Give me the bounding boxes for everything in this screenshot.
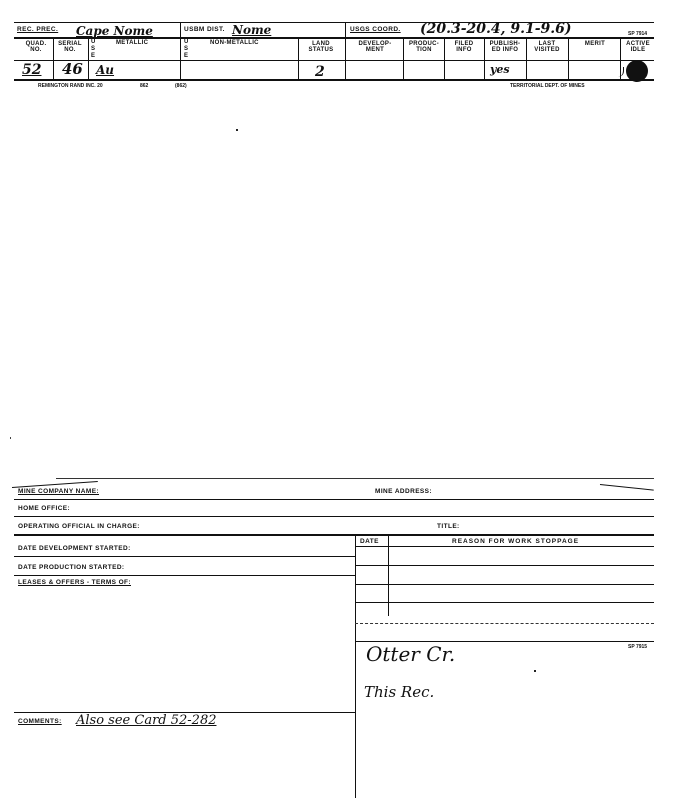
col-filed-info: FILED INFO: [454, 41, 474, 53]
date-col: DATE: [360, 538, 379, 545]
row-published-info: yes: [490, 63, 510, 76]
torn-edge-right: [600, 484, 654, 491]
col-use-nonmetallic: U S E: [184, 39, 189, 59]
comments-label: COMMENTS:: [18, 718, 62, 725]
reason-col: REASON FOR WORK STOPPAGE: [452, 538, 580, 545]
speck: [534, 670, 536, 672]
usbm-dist-label: USBM DIST.: [184, 26, 225, 33]
leases-label: LEASES & OFFERS - TERMS OF:: [18, 579, 131, 586]
col-land-status: LAND STATUS: [308, 41, 334, 53]
mine-address-label: MINE ADDRESS:: [375, 488, 432, 495]
row-land-status: 2: [315, 64, 325, 80]
col-merit: MERIT: [584, 41, 606, 47]
col-metallic: METALLIC: [116, 40, 149, 46]
active-mark: [617, 67, 624, 77]
stoppage-left-border: [355, 534, 356, 798]
form-code-top: SP 7914: [628, 31, 648, 37]
top-card-bottom: [14, 79, 654, 81]
torn-edge-left: [12, 481, 98, 488]
footer-left: REMINGTON RAND INC. 20: [38, 83, 103, 89]
date-dev-label: DATE DEVELOPMENT STARTED:: [18, 545, 131, 552]
col-development: DEVELOP- MENT: [358, 41, 392, 53]
usbm-dist-value: Nome: [232, 23, 272, 37]
speck: [10, 437, 11, 439]
col-last-visited: LAST VISITED: [534, 41, 560, 53]
date-prod-label: DATE PRODUCTION STARTED:: [18, 564, 125, 571]
usgs-coord-value: (20.3-20.4, 9.1-9.6): [420, 21, 572, 37]
mine-company-label: MINE COMPANY NAME:: [18, 488, 99, 495]
note-this-rec: This Rec.: [364, 683, 435, 701]
home-office-label: HOME OFFICE:: [18, 505, 71, 512]
col-nonmetallic: NON-METALLIC: [210, 40, 259, 46]
usgs-coord-label: USGS COORD.: [350, 26, 401, 33]
footer-right: TERRITORIAL DEPT. OF MINES: [510, 83, 585, 89]
col-quad-no: QUAD. NO.: [25, 41, 47, 53]
row-metallic: Au: [96, 63, 115, 77]
form-code-bottom: SP 7915: [628, 644, 648, 650]
col-published-info: PUBLISH- ED INFO: [489, 41, 521, 53]
note-otter-cr: Otter Cr.: [366, 642, 456, 666]
speck: [236, 129, 238, 131]
rec-prec-value: Cape Nome: [76, 24, 153, 38]
title-label: TITLE:: [437, 523, 460, 530]
divider-land-end: [345, 22, 346, 79]
footer-code1: 862: [140, 83, 149, 89]
row-serial-no: 46: [62, 60, 83, 78]
active-idle-dot: [626, 60, 648, 82]
row-quad-no: 52: [22, 62, 42, 78]
col-production: PRODUC- TION: [408, 41, 440, 53]
col-use-metallic: U S E: [91, 39, 96, 59]
data-row-top: [14, 60, 654, 61]
col-active-idle: ACTIVE IDLE: [626, 41, 650, 53]
rec-prec-label: REC. PREC.: [17, 26, 59, 33]
divider-metallic-end: [180, 22, 181, 79]
col-serial-no: SERIAL NO.: [58, 41, 82, 53]
bottom-card-top-edge: [56, 478, 654, 479]
footer-code2: (862): [175, 83, 187, 89]
comments-value: Also see Card 52-282: [76, 713, 217, 728]
operating-official-label: OPERATING OFFICIAL IN CHARGE:: [18, 523, 140, 530]
